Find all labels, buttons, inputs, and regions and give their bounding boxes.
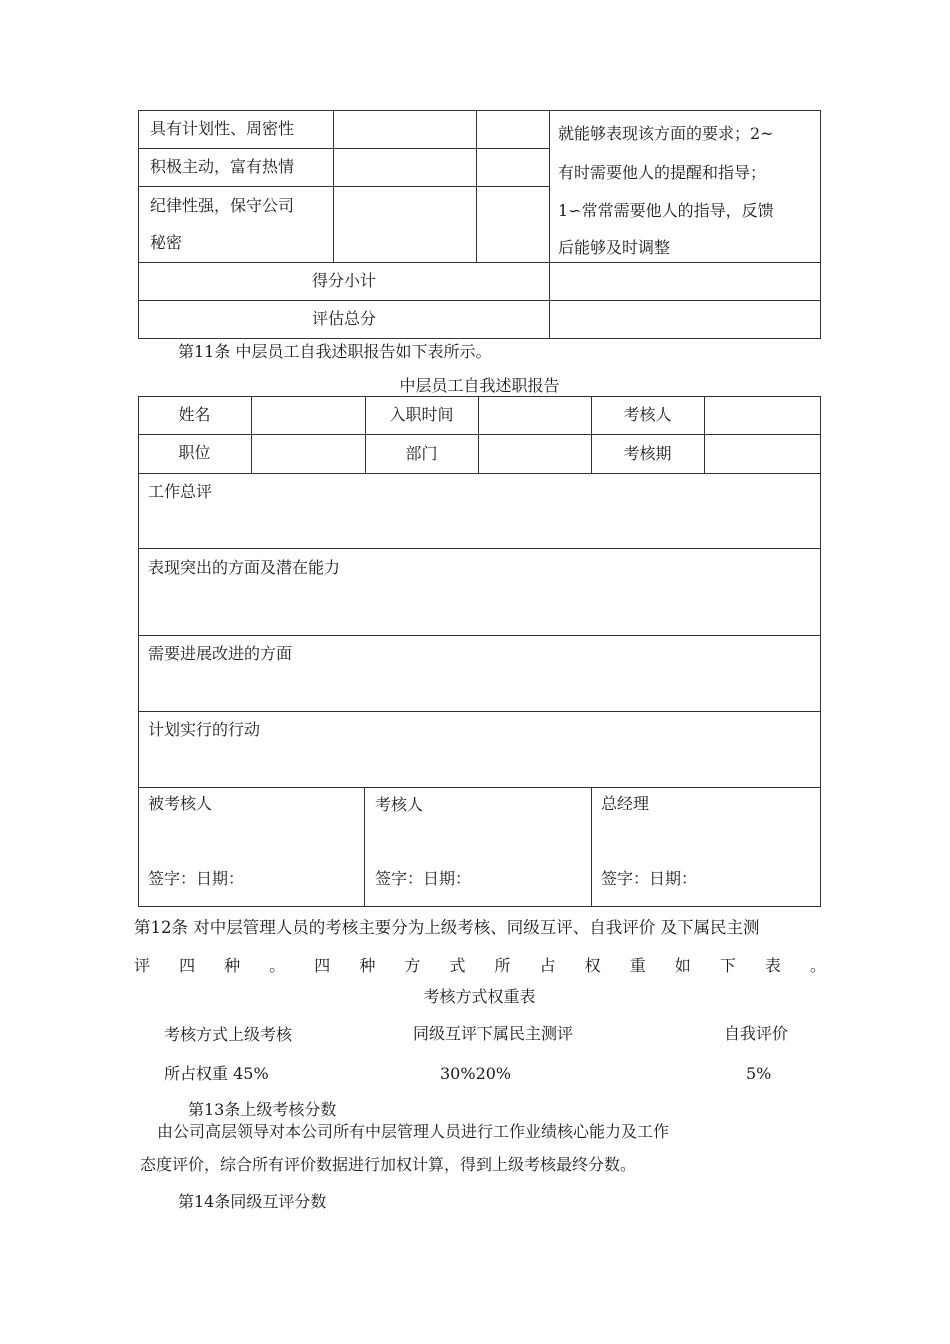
appraisee-label: 被考核人 (148, 794, 213, 813)
name-label: 姓名 (178, 405, 211, 424)
weights-title: 考核方式权重表 (423, 987, 536, 1006)
article-13-body-line1: 由公司高层领导对本公司所有中层管理人员进行工作业绩核心能力及工作 (157, 1122, 670, 1141)
weights-header-peer: 同级互评下属民主测评 (413, 1024, 574, 1043)
work-summary-label: 工作总评 (148, 482, 213, 501)
report-title: 中层员工自我述职报告 (399, 376, 560, 395)
scoring-note-line: 1∽常常需要他人的指导，反馈 (558, 201, 774, 220)
article-14-title: 第14条同级互评分数 (178, 1192, 327, 1211)
article-11: 第11条 中层员工自我述职报告如下表所示。 (178, 342, 492, 361)
assessor-label: 考核人 (623, 405, 672, 424)
improvement-label: 需要进展改进的方面 (148, 644, 293, 663)
join-date-label: 入职时间 (389, 405, 454, 424)
scoring-note-line: 有时需要他人的提醒和指导； (558, 163, 767, 182)
total-score-label: 评估总分 (311, 309, 376, 328)
weights-header-method: 考核方式上级考核 (164, 1025, 293, 1044)
scoring-note-line: 后能够及时调整 (558, 238, 671, 257)
period-label: 考核期 (623, 444, 672, 463)
position-label: 职位 (178, 443, 211, 462)
subtotal-label: 得分小计 (311, 271, 376, 290)
weights-header-self: 自我评价 (724, 1024, 789, 1043)
weights-value-superior: 所占权重 45% (164, 1064, 269, 1083)
criterion-discipline-cont: 秘密 (150, 233, 183, 252)
department-label: 部门 (405, 444, 438, 463)
criterion-planning: 具有计划性、周密性 (150, 119, 295, 138)
weights-value-peer: 30%20% (440, 1064, 512, 1083)
article-13-body-line2: 态度评价，综合所有评价数据进行加权计算，得到上级考核最终分数。 (140, 1155, 637, 1174)
signature-date-label: 签字：日期： (375, 869, 472, 888)
article-12-line2: 评 四 种 。 四 种 方 式 所 占 权 重 如 下 表 。 (134, 956, 826, 975)
weights-value-self: 5% (746, 1064, 772, 1083)
evaluation-table (138, 110, 821, 339)
strengths-label: 表现突出的方面及潜在能力 (148, 558, 341, 577)
assessor-sign-label: 考核人 (375, 795, 424, 814)
criterion-initiative: 积极主动，富有热情 (150, 157, 295, 176)
scoring-note-line: 就能够表现该方面的要求；2~ (558, 124, 774, 143)
article-13-title: 第13条上级考核分数 (188, 1100, 337, 1119)
general-manager-label: 总经理 (601, 794, 650, 813)
signature-date-label: 签字：日期： (148, 869, 245, 888)
criterion-discipline: 纪律性强，保守公司 (150, 196, 295, 215)
signature-date-label: 签字：日期： (601, 869, 698, 888)
article-12-line1: 第12条 对中层管理人员的考核主要分为上级考核、同级互评、自我评价 及下属民主测 (134, 918, 760, 937)
action-plan-label: 计划实行的行动 (148, 720, 261, 739)
